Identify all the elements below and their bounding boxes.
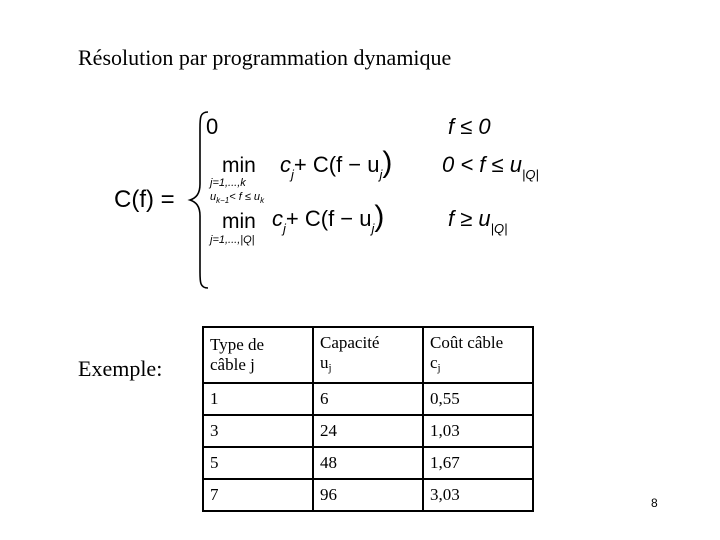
page-number: 8 [651,496,658,510]
table-cell: 7 [203,479,313,511]
recurrence-formula [110,106,539,292]
case2-min: min [222,154,256,177]
table-cell: 3 [203,415,313,447]
table-row [203,383,533,415]
slide-title: Résolution par programmation dynamique [78,45,452,70]
table-cell: 5 [203,447,313,479]
table-cell: 1 [203,383,313,415]
case2-condition: $0 < f \le u_{|Q|}$ [442,152,539,182]
case3-expression: $c_j+ C(f - u_j)$ [272,200,385,236]
cable-table [202,326,534,512]
case3-subscript: j=1,...,|Q| [210,234,255,246]
table-cell: 3,03 [423,479,533,511]
header-capacity: Capacité $u_j$ [313,327,423,383]
table-header-row [203,327,533,383]
table-row [203,415,533,447]
case1-condition: f ≤ 0 [448,114,491,139]
table-cell: 0,55 [423,383,533,415]
example-label: Exemple: [78,356,163,381]
case1-value: 0 [206,114,219,139]
table-cell: 24 [313,415,423,447]
table-row [203,447,533,479]
table-row [203,479,533,511]
table-cell: 96 [313,479,423,511]
formula-lhs: C(f) = [114,186,175,213]
case2-subscript-line2: $u_{k-1}< f \le u_k$ [210,191,265,205]
header-cable-type: Type de câble j [203,327,313,383]
table-cell: 1,03 [423,415,533,447]
case2-subscript-line1: j=1,...,k [210,177,246,189]
table-cell: 48 [313,447,423,479]
case2-expression: $c_j+ C(f - u_j)$ [280,146,393,182]
case3-condition: $f \ge u_{|Q|}$ [448,206,508,236]
case3-min: min [222,210,256,233]
table-cell: 6 [313,383,423,415]
table-cell: 1,67 [423,447,533,479]
header-cost: Coût câble $c_j$ [423,327,533,383]
